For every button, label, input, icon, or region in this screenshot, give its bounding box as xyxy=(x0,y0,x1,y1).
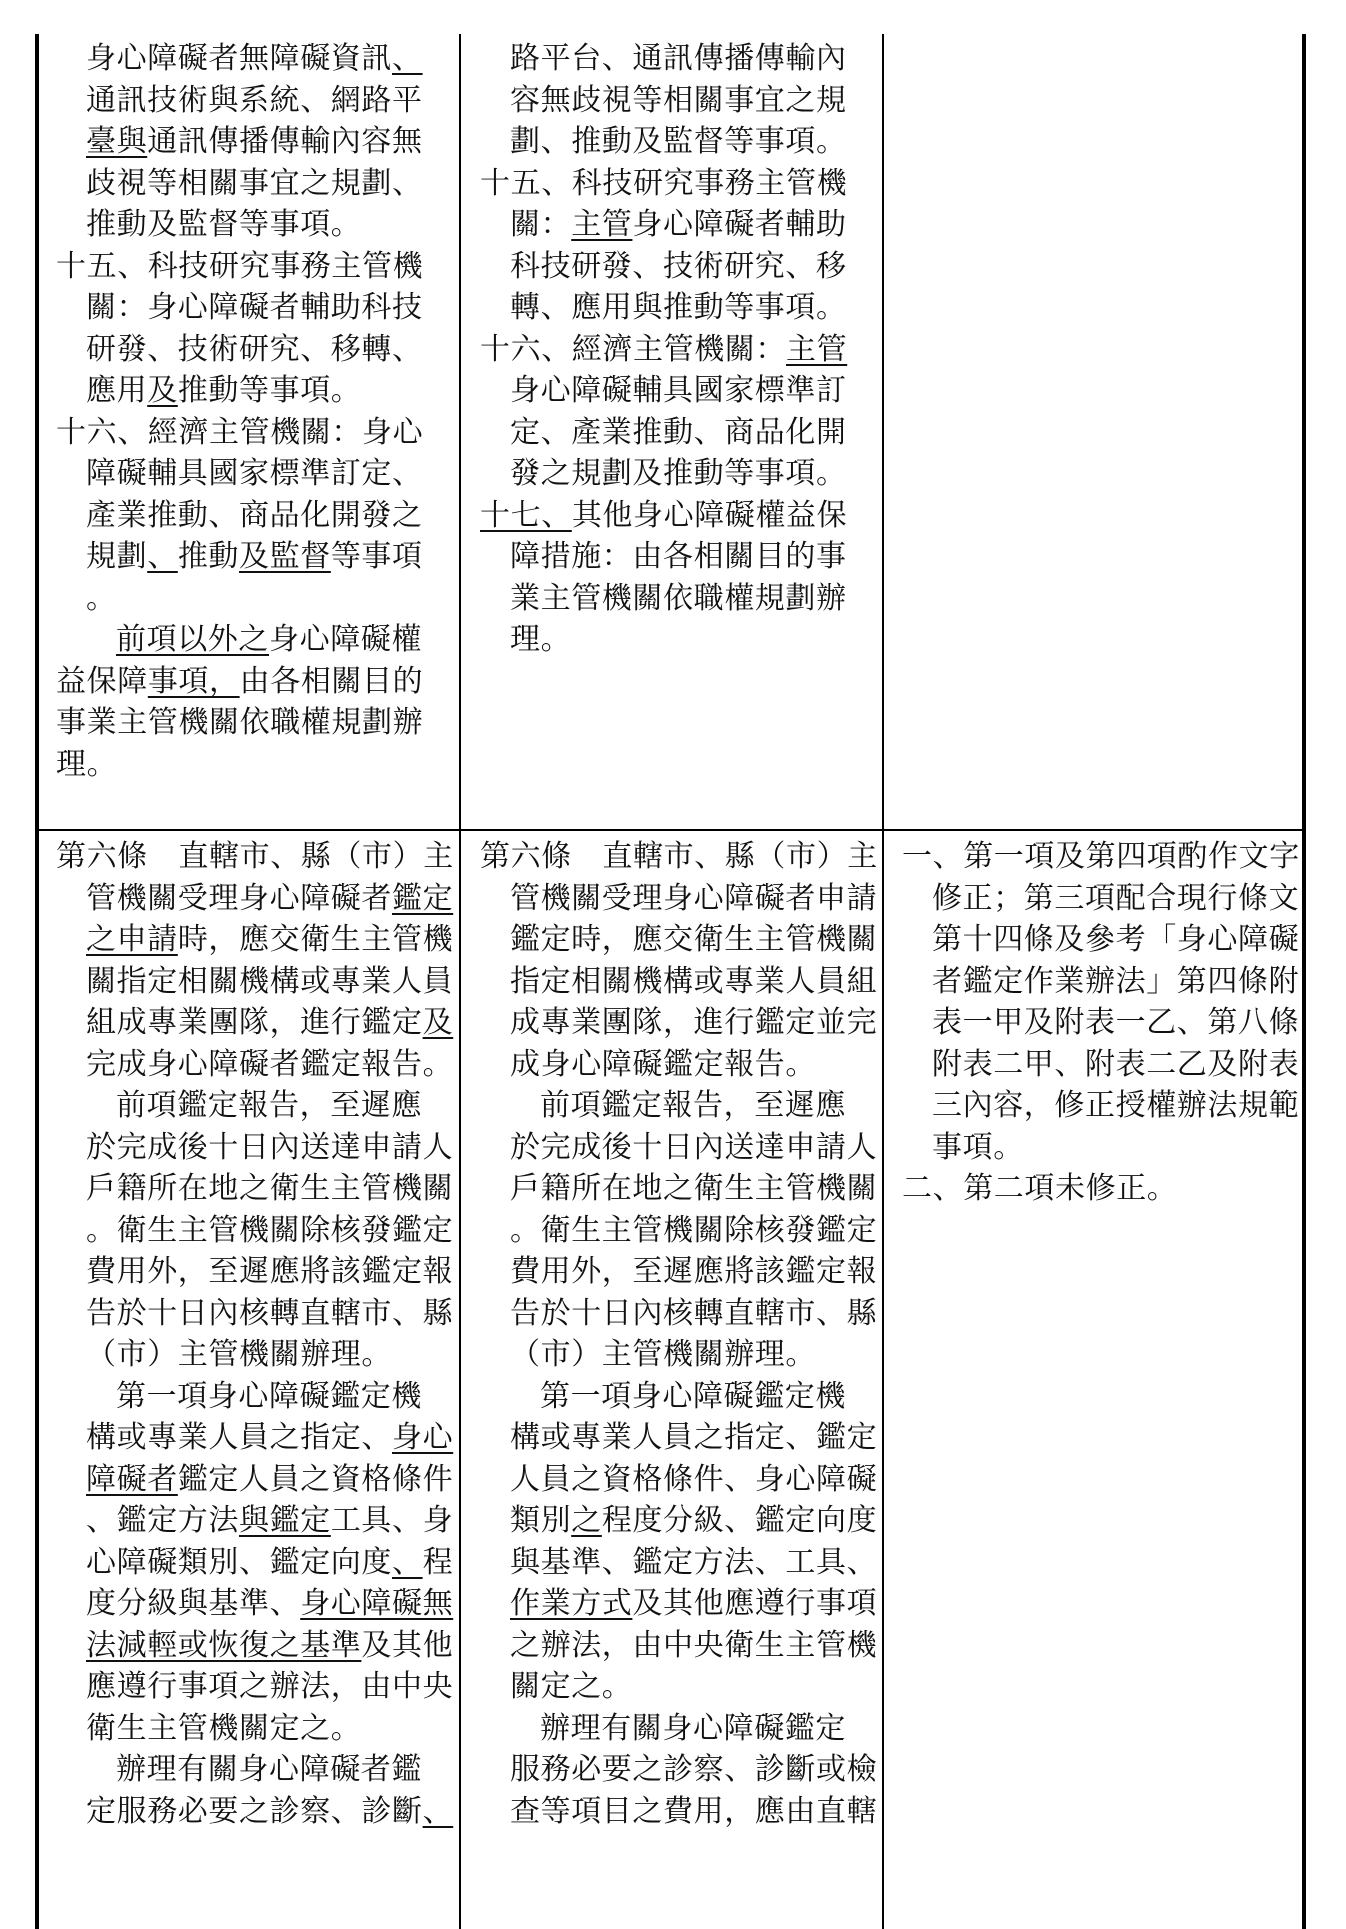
text-line xyxy=(480,1044,876,1086)
row2-current-text xyxy=(56,836,452,1832)
text-line xyxy=(480,412,876,454)
text-run: 身心障礙權 xyxy=(269,622,422,657)
underlined-text: 、 xyxy=(147,539,178,574)
text-run: 由各相關目的 xyxy=(239,663,424,699)
row1-original-text xyxy=(480,38,876,661)
text-line xyxy=(56,1085,452,1127)
text-run: 鑑定人員之資格條件 xyxy=(177,1461,454,1497)
text-run: 構或專業人員之指定、鑑定 xyxy=(510,1420,878,1455)
text-line xyxy=(902,878,1300,920)
text-run: 之辦法，由中央衛生主管機 xyxy=(510,1627,878,1663)
text-run: 十五、科技研究事務主管機 xyxy=(480,165,848,201)
text-line xyxy=(56,1293,452,1335)
table-left-border xyxy=(35,34,39,1929)
text-run: 心障礙類別、鑑定向度 xyxy=(86,1544,392,1580)
text-run: 第六條 直轄市、縣（市）主 xyxy=(56,839,454,874)
text-run: 科技研發、技術研究、移 xyxy=(510,248,847,284)
row-divider xyxy=(35,829,1302,831)
text-run: 管機關受理身心障礙者申請 xyxy=(510,880,878,916)
text-run: （市）主管機關辦理。 xyxy=(510,1337,816,1372)
text-run: 及其他 xyxy=(361,1627,454,1663)
text-run: 關指定相關機構或專業人員 xyxy=(86,963,454,999)
text-line xyxy=(480,80,876,122)
text-run: 規劃 xyxy=(86,539,148,574)
text-line xyxy=(480,1666,876,1708)
text-line xyxy=(480,1376,876,1418)
text-run: 衛生主管機關定之。 xyxy=(86,1710,362,1746)
text-line xyxy=(480,578,876,620)
text-run: 。衛生主管機關除核發鑑定 xyxy=(86,1212,454,1248)
text-run: 發之規劃及推動等事項。 xyxy=(510,456,847,491)
text-run: 障礙輔具國家標準訂定、 xyxy=(86,456,423,491)
text-line xyxy=(902,919,1300,961)
text-run: 查等項目之費用，應由直轄 xyxy=(510,1793,878,1829)
text-line xyxy=(56,1583,452,1625)
text-line xyxy=(56,1791,452,1833)
text-line xyxy=(480,453,876,495)
text-run: 時，應交衛生主管機 xyxy=(177,922,454,957)
text-run: 第一項身心障礙鑑定機 xyxy=(540,1378,846,1414)
text-run: 劃、推動及監督等事項。 xyxy=(510,124,847,159)
text-line xyxy=(480,495,876,537)
text-run: 完成身心障礙者鑑定報告。 xyxy=(86,1046,454,1082)
text-line xyxy=(480,370,876,412)
text-line xyxy=(902,961,1300,1003)
text-line xyxy=(56,961,452,1003)
underlined-text: 之申請 xyxy=(86,922,178,957)
text-run: 事項。 xyxy=(932,1129,1024,1165)
text-line xyxy=(902,1002,1300,1044)
text-run: 十六、經濟主管機關：身心 xyxy=(56,414,424,450)
text-run: 。 xyxy=(86,580,117,616)
text-line xyxy=(480,1500,876,1542)
text-line xyxy=(480,38,876,80)
text-run: 十六、經濟主管機關： xyxy=(480,331,786,367)
text-run: 關： xyxy=(510,207,572,242)
text-run: 費用外，至遲應將該鑑定報 xyxy=(510,1254,878,1289)
underlined-text: 、 xyxy=(422,1793,454,1829)
row2-original-text xyxy=(480,836,876,1832)
text-line xyxy=(56,702,452,744)
text-run: 路平台、通訊傳播傳輸內 xyxy=(510,41,847,76)
text-line xyxy=(56,619,452,661)
text-line xyxy=(56,919,452,961)
text-line xyxy=(56,1376,452,1418)
text-line xyxy=(56,453,452,495)
text-line xyxy=(480,1583,876,1625)
text-run: 應用 xyxy=(86,373,148,408)
text-line xyxy=(56,1002,452,1044)
text-run: 歧視等相關事宜之規劃、 xyxy=(86,165,423,201)
text-line xyxy=(902,836,1300,878)
text-line xyxy=(480,1334,876,1376)
text-run: 程度分級、鑑定向度 xyxy=(601,1503,878,1538)
text-run: 附表二甲、附表二乙及附表 xyxy=(932,1046,1300,1082)
text-run: 修正；第三項配合現行條文 xyxy=(932,880,1300,916)
text-line xyxy=(56,329,452,371)
underlined-text: 及 xyxy=(147,373,178,408)
text-run: 益保障 xyxy=(56,663,148,699)
text-line xyxy=(480,1293,876,1335)
underlined-text: 主管 xyxy=(786,331,848,367)
text-line xyxy=(480,1251,876,1293)
text-line xyxy=(56,163,452,205)
text-line xyxy=(480,878,876,920)
underlined-text: 事項， xyxy=(147,663,240,699)
text-line xyxy=(56,836,452,878)
text-run: 關：身心障礙者輔助科技 xyxy=(86,290,423,325)
text-line xyxy=(56,287,452,329)
text-run: 辦理有關身心障礙鑑定 xyxy=(540,1710,846,1746)
text-run: 表一甲及附表一乙、第八條 xyxy=(932,1005,1300,1040)
text-line xyxy=(56,1500,452,1542)
text-line xyxy=(480,1210,876,1252)
underlined-text: 臺與 xyxy=(86,124,148,159)
text-line xyxy=(480,1127,876,1169)
text-line xyxy=(480,121,876,163)
text-line xyxy=(480,329,876,371)
text-run: 程 xyxy=(422,1544,454,1580)
text-line xyxy=(480,619,876,661)
text-run: 告於十日內核轉直轄市、縣 xyxy=(86,1295,454,1331)
text-run: 二、第二項未修正。 xyxy=(902,1171,1178,1206)
text-line xyxy=(56,1708,452,1750)
text-run: 指定相關機構或專業人員組 xyxy=(510,963,878,999)
text-run: 定服務必要之診察、診斷 xyxy=(86,1793,423,1829)
text-line xyxy=(480,1791,876,1833)
text-run: 、鑑定方法 xyxy=(86,1503,239,1538)
text-line xyxy=(902,1085,1300,1127)
text-line xyxy=(56,204,452,246)
text-line xyxy=(480,1085,876,1127)
text-line xyxy=(56,744,452,786)
underlined-text: 之 xyxy=(571,1503,602,1538)
text-run: 。衛生主管機關除核發鑑定 xyxy=(510,1212,878,1248)
underlined-text: 與鑑定 xyxy=(239,1503,331,1538)
text-line xyxy=(56,121,452,163)
text-line xyxy=(480,204,876,246)
text-line xyxy=(56,1749,452,1791)
text-line xyxy=(480,1708,876,1750)
text-run: 者鑑定作業辦法」第四條附 xyxy=(932,963,1300,999)
text-line xyxy=(902,1168,1294,1210)
text-line xyxy=(56,370,452,412)
text-run: 研發、技術研究、移轉、 xyxy=(86,331,423,367)
text-line xyxy=(902,1044,1300,1086)
underlined-text: 十七、 xyxy=(480,497,572,533)
text-line xyxy=(56,246,452,288)
text-line xyxy=(56,412,452,454)
text-run: 身心障礙輔具國家標準訂 xyxy=(510,373,847,408)
text-run: 等事項 xyxy=(330,539,423,574)
text-line xyxy=(480,1417,876,1459)
text-run: 推動及監督等事項。 xyxy=(86,207,362,242)
text-line xyxy=(480,163,876,205)
text-run: 身心障礙者無障礙資訊 xyxy=(86,41,392,76)
text-run: 與基準、鑑定方法、工具、 xyxy=(510,1544,878,1580)
text-run: 應遵行事項之辦法，由中央 xyxy=(86,1669,454,1704)
text-run: 第一項身心障礙鑑定機 xyxy=(116,1378,422,1414)
text-line xyxy=(56,1542,452,1584)
underlined-text: 前項以外之 xyxy=(116,622,269,657)
column-divider-1 xyxy=(459,34,461,1929)
text-run: 成身心障礙鑑定報告。 xyxy=(510,1046,816,1082)
text-run: 容無歧視等相關事宜之規 xyxy=(510,82,847,118)
text-run: 工具、身 xyxy=(330,1503,454,1538)
underlined-text: 及 xyxy=(422,1005,454,1040)
text-line xyxy=(480,536,876,578)
underlined-text: 法減輕或恢復之基準 xyxy=(86,1627,362,1663)
text-run: 其他身心障礙權益保 xyxy=(571,497,848,533)
text-run: 組成專業團隊，進行鑑定 xyxy=(86,1005,423,1040)
text-run: 通訊技術與系統、網路平 xyxy=(86,82,423,118)
underlined-text: 障礙者 xyxy=(86,1461,178,1497)
underlined-text: 、 xyxy=(392,1544,423,1580)
text-line xyxy=(56,1044,452,1086)
text-run: 及其他應遵行事項 xyxy=(632,1586,878,1621)
text-line xyxy=(56,495,452,537)
text-line xyxy=(480,919,876,961)
text-run: 障措施：由各相關目的事 xyxy=(510,539,847,574)
underlined-text: 主管 xyxy=(571,207,633,242)
text-run: 於完成後十日內送達申請人 xyxy=(86,1129,454,1165)
text-line xyxy=(480,1625,876,1667)
text-run: 於完成後十日內送達申請人 xyxy=(510,1129,878,1165)
underlined-text: 身心障礙無 xyxy=(300,1586,454,1621)
underlined-text: 作業方式 xyxy=(510,1586,633,1621)
text-line xyxy=(56,1127,452,1169)
text-run: 第六條 直轄市、縣（市）主 xyxy=(480,839,878,874)
row1-current-text xyxy=(56,38,452,785)
text-line xyxy=(902,1127,1294,1169)
text-run: 轉、應用與推動等事項。 xyxy=(510,290,847,325)
text-run: （市）主管機關辦理。 xyxy=(86,1337,392,1372)
text-run: 身心障礙者輔助 xyxy=(632,207,847,242)
text-run: 產業推動、商品化開發之 xyxy=(86,497,423,533)
text-line xyxy=(56,1459,452,1501)
text-run: 類別 xyxy=(510,1503,572,1538)
text-line xyxy=(480,1749,876,1791)
text-run: 人員之資格條件、身心障礙 xyxy=(510,1461,878,1497)
text-run: 服務必要之診察、診斷或檢 xyxy=(510,1752,878,1787)
text-run: 成專業團隊，進行鑑定並完 xyxy=(510,1005,878,1040)
underlined-text: 及監督 xyxy=(239,539,331,574)
text-run: 戶籍所在地之衛生主管機關 xyxy=(510,1171,878,1206)
text-line xyxy=(56,536,452,578)
text-line xyxy=(56,38,452,80)
text-run: 管機關受理身心障礙者 xyxy=(86,880,392,916)
text-run: 推動 xyxy=(177,539,240,574)
text-run: 通訊傳播傳輸內容無 xyxy=(147,124,423,159)
text-run: 關定之。 xyxy=(510,1669,633,1704)
column-divider-2 xyxy=(882,34,884,1929)
text-run: 業主管機關依職權規劃辦 xyxy=(510,580,847,616)
text-run: 辦理有關身心障礙者鑑 xyxy=(116,1752,422,1787)
text-run: 推動等事項。 xyxy=(177,373,362,408)
text-line xyxy=(56,661,452,703)
text-run: 三內容，修正授權辦法規範 xyxy=(932,1088,1300,1123)
text-line xyxy=(480,1002,876,1044)
text-line xyxy=(480,961,876,1003)
text-line xyxy=(480,1542,876,1584)
text-run: 鑑定時，應交衛生主管機關 xyxy=(510,922,878,957)
text-run: 十五、科技研究事務主管機 xyxy=(56,248,424,284)
text-line xyxy=(480,1168,876,1210)
text-run: 戶籍所在地之衛生主管機關 xyxy=(86,1171,454,1206)
text-line xyxy=(56,1666,452,1708)
text-run: 理。 xyxy=(56,746,118,782)
text-line xyxy=(480,1459,876,1501)
text-run: 前項鑑定報告，至遲應 xyxy=(116,1088,422,1123)
text-run: 事業主管機關依職權規劃辦 xyxy=(56,705,424,740)
text-run: 定、產業推動、商品化開 xyxy=(510,414,847,450)
text-line xyxy=(480,836,876,878)
text-line xyxy=(56,1251,452,1293)
text-line xyxy=(56,878,452,920)
text-run: 理。 xyxy=(510,622,572,657)
text-line xyxy=(480,287,876,329)
text-line xyxy=(56,1168,452,1210)
text-line xyxy=(56,1210,452,1252)
text-run: 構或專業人員之指定、 xyxy=(86,1420,392,1455)
text-line xyxy=(56,1625,452,1667)
text-line xyxy=(56,80,452,122)
text-run: 一、第一項及第四項酌作文字 xyxy=(902,839,1300,874)
underlined-text: 身心 xyxy=(392,1420,454,1455)
text-line xyxy=(56,1334,452,1376)
text-run: 第十四條及參考「身心障礙 xyxy=(932,922,1300,957)
text-run: 度分級與基準、 xyxy=(86,1586,301,1621)
text-run: 告於十日內核轉直轄市、縣 xyxy=(510,1295,878,1331)
text-line xyxy=(56,1417,452,1459)
text-run: 前項鑑定報告，至遲應 xyxy=(540,1088,846,1123)
text-line xyxy=(480,246,876,288)
underlined-text: 、 xyxy=(392,41,423,76)
row2-explanation xyxy=(902,836,1300,1210)
table-right-border xyxy=(1302,34,1306,1929)
text-run: 費用外，至遲應將該鑑定報 xyxy=(86,1254,454,1289)
underlined-text: 鑑定 xyxy=(392,880,454,916)
text-line xyxy=(56,578,452,620)
